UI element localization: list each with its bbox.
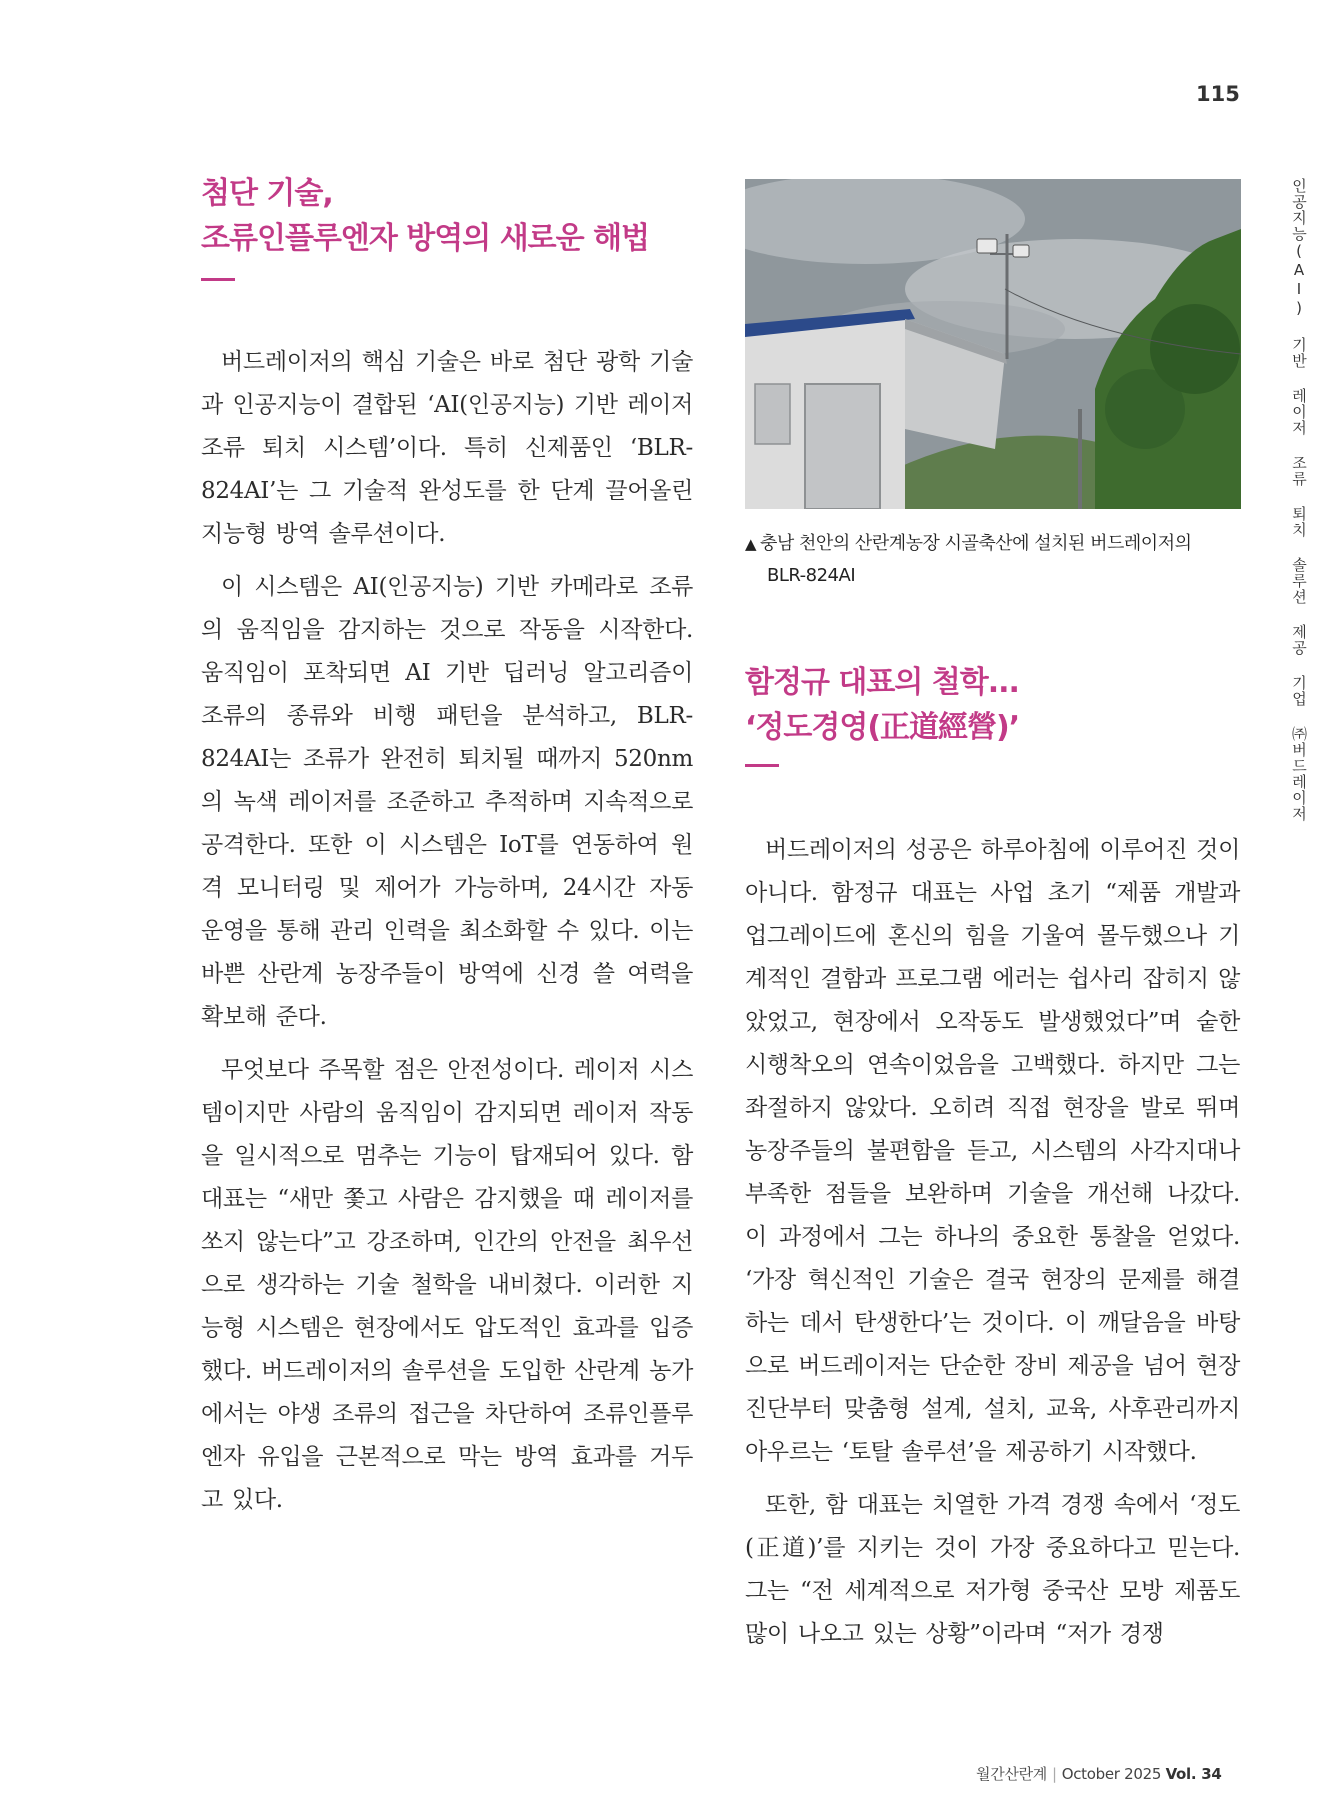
right-article-column [745, 829, 1240, 1666]
caption-line: BLR-824AI [767, 565, 856, 586]
paragraph: 또한, 함 대표는 치열한 가격 경쟁 속에서 ‘정도(正道)’를 지키는 것이 가장 중요하다고 믿는다. 그는 “전 세계적으로 저가형 중국산 모방 제품도 많이 나오고 있는 상황”이라며 “저가 경쟁 [745, 1492, 1240, 1647]
volume-number: Vol. 34 [1165, 1765, 1222, 1783]
left-article-column [201, 341, 693, 1532]
photo-illustration [745, 179, 1241, 509]
farm-laser-photo [745, 179, 1241, 509]
heading-line: ‘정도경영(正道經營)’ [745, 710, 1020, 745]
photo-laser-device [1013, 245, 1029, 257]
caption-line [745, 528, 1245, 560]
photo-tree [1150, 304, 1240, 394]
section-heading-technology [201, 171, 721, 261]
section-heading-philosophy [745, 660, 1245, 750]
photo-door [805, 384, 880, 509]
caption-text: 충남 천안의 산란계농장 시골축산에 설치된 버드레이저의 [760, 533, 1192, 554]
paragraph: 버드레이저의 핵심 기술은 바로 첨단 광학 기술과 인공지능이 결합된 ‘AI(인공지능) 기반 레이저 조류 퇴치 시스템’이다. 특히 신제품인 ‘BLR-824AI’는 그 기술적 완성도를 한 단계 끌어올린 지능형 방역 솔루션이다. [201, 349, 693, 547]
triangle-marker-icon: ▲ [745, 535, 757, 553]
heading-line: 조류인플루엔자 방역의 새로운 해법 [201, 221, 650, 256]
page-number: 115 [1196, 82, 1240, 106]
heading-line: 함정규 대표의 철학... [745, 665, 1019, 700]
section-side-tab: 인공지능(AI) 기반 레이저 조류 퇴치 솔루션 제공 기업 ㈜버드레이저 [1290, 178, 1308, 822]
footer-separator: | [1051, 1765, 1057, 1783]
heading-accent-rule [201, 278, 235, 281]
photo-caption [745, 528, 1245, 591]
paragraph: 이 시스템은 AI(인공지능) 기반 카메라로 조류의 움직임을 감지하는 것으로 작동을 시작한다. 움직임이 포착되면 AI 기반 딥러닝 알고리즘이 조류의 종류와 비행 패턴을 분석하고, BLR-824AI는 조류가 완전히 퇴치될 때까지 520nm의 녹색 레이저를 조준하고 추적하며 지속적으로 공격한다. 또한 이 시스템은 IoT를 연동하여 원격 모니터링 및 제어가 가능하며, 24시간 자동 운영을 통해 관리 인력을 최소화할 수 있다. 이는 바쁜 산란계 농장주들이 방역에 신경 쓸 여력을 확보해 준다. [201, 574, 693, 1030]
photo-window [755, 384, 790, 444]
photo-laser-device [977, 239, 997, 253]
magazine-name: 월간산란계 [976, 1765, 1047, 1783]
paragraph: 버드레이저의 성공은 하루아침에 이루어진 것이 아니다. 함정규 대표는 사업 초기 “제품 개발과 업그레이드에 혼신의 힘을 기울여 몰두했으나 기계적인 결함과 프로그램 에러는 쉽사리 잡히지 않았었고, 현장에서 오작동도 발생했었다”며 숱한 시행착오의 연속이었음을 고백했다. 하지만 그는 좌절하지 않았다. 오히려 직접 현장을 발로 뛰며 농장주들의 불편함을 듣고, 시스템의 사각지대나 부족한 점들을 보완하며 기술을 개선해 나갔다. 이 과정에서 그는 하나의 중요한 통찰을 얻었다. ‘가장 혁신적인 기술은 결국 현장의 문제를 해결하는 데서 탄생한다’는 것이다. 이 깨달음을 바탕으로 버드레이저는 단순한 장비 제공을 넘어 현장 진단부터 맞춤형 설계, 설치, 교육, 사후관리까지 아우르는 ‘토탈 솔루션’을 제공하기 시작했다. [745, 837, 1240, 1465]
issue-date: October 2025 [1061, 1765, 1162, 1783]
paragraph: 무엇보다 주목할 점은 안전성이다. 레이저 시스템이지만 사람의 움직임이 감지되면 레이저 작동을 일시적으로 멈추는 기능이 탑재되어 있다. 함 대표는 “새만 쫓고 사람은 감지했을 때 레이저를 쏘지 않는다”고 강조하며, 인간의 안전을 최우선으로 생각하는 기술 철학을 내비쳤다. 이러한 지능형 시스템은 현장에서도 압도적인 효과를 입증했다. 버드레이저의 솔루션을 도입한 산란계 농가에서는 야생 조류의 접근을 차단하여 조류인플루엔자 유입을 근본적으로 막는 방역 효과를 거두고 있다. [201, 1057, 693, 1513]
heading-accent-rule [745, 764, 779, 767]
page-footer [976, 1763, 1266, 1784]
heading-line: 첨단 기술, [201, 176, 333, 211]
